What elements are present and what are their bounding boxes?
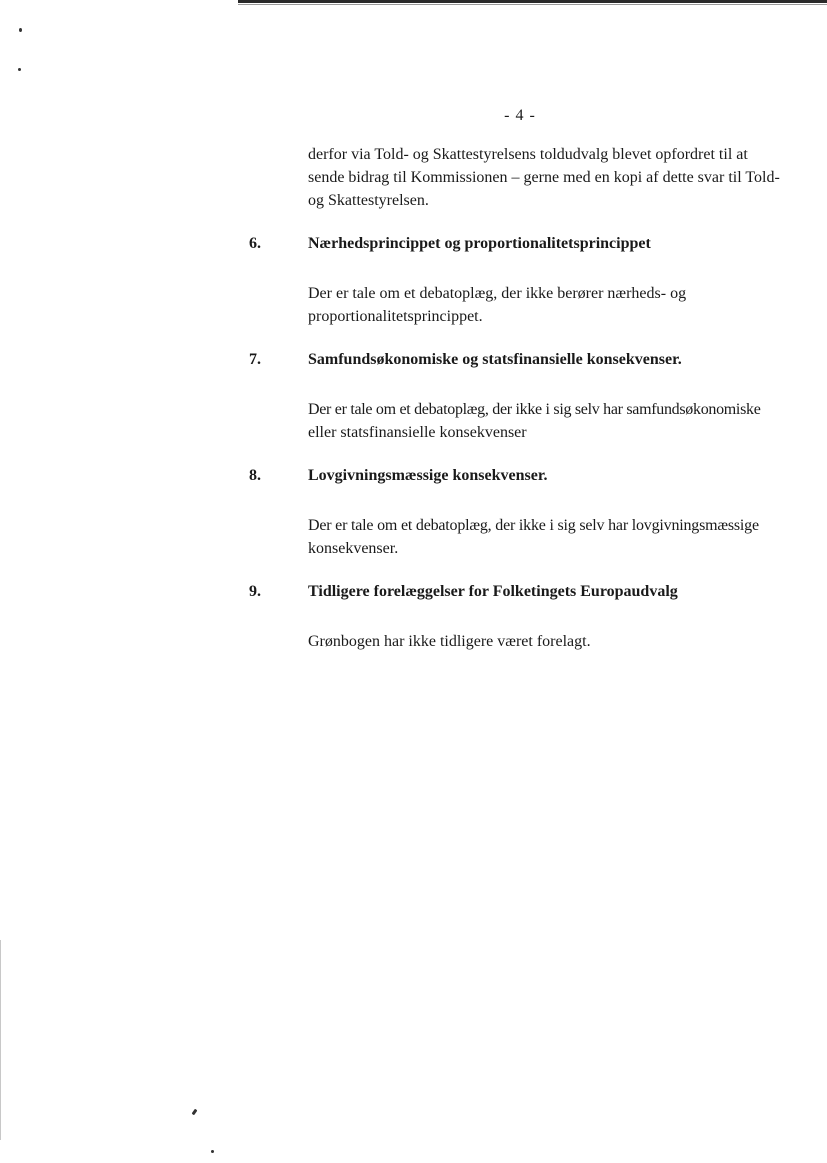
intro-line: sende bidrag til Kommissionen – gerne med en kopi af dette svar til Told- <box>308 169 780 186</box>
top-border-rule <box>238 0 827 3</box>
page-number: - 4 - <box>504 107 536 124</box>
section-title: Nærhedsprincippet og proportionalitetsprincippet <box>308 235 651 252</box>
section-title: Tidligere forelæggelser for Folketingets Europaudvalg <box>308 583 678 600</box>
section-number: 6. <box>249 235 261 252</box>
section-body-line: Grønbogen har ikke tidligere været forelagt. <box>308 633 591 650</box>
scan-left-edge <box>0 940 1 1140</box>
scan-speck <box>192 1109 198 1116</box>
section-body-line: konsekvenser. <box>308 540 399 557</box>
section-body-line: Der er tale om et debatoplæg, der ikke berører nærheds- og <box>308 285 687 302</box>
scan-speck <box>19 28 22 32</box>
section-number: 9. <box>249 583 261 600</box>
section-number: 8. <box>249 467 261 484</box>
section-body-line: Der er tale om et debatoplæg, der ikke i sig selv har samfundsøkonomiske <box>308 401 761 418</box>
section-number: 7. <box>249 351 261 368</box>
top-border-rule-shadow <box>238 4 827 5</box>
intro-line: og Skattestyrelsen. <box>308 192 429 209</box>
scan-speck <box>211 1150 214 1153</box>
section-body-line: Der er tale om et debatoplæg, der ikke i sig selv har lovgivningsmæssige <box>308 517 759 534</box>
section-title: Samfundsøkonomiske og statsfinansielle konsekvenser. <box>308 351 682 368</box>
intro-line: derfor via Told- og Skattestyrelsens toldudvalg blevet opfordret til at <box>308 146 748 163</box>
section-body-line: proportionalitetsprincippet. <box>308 308 483 325</box>
section-body-line: eller statsfinansielle konsekvenser <box>308 424 527 441</box>
scan-speck <box>18 68 21 71</box>
section-title: Lovgivningsmæssige konsekvenser. <box>308 467 548 484</box>
